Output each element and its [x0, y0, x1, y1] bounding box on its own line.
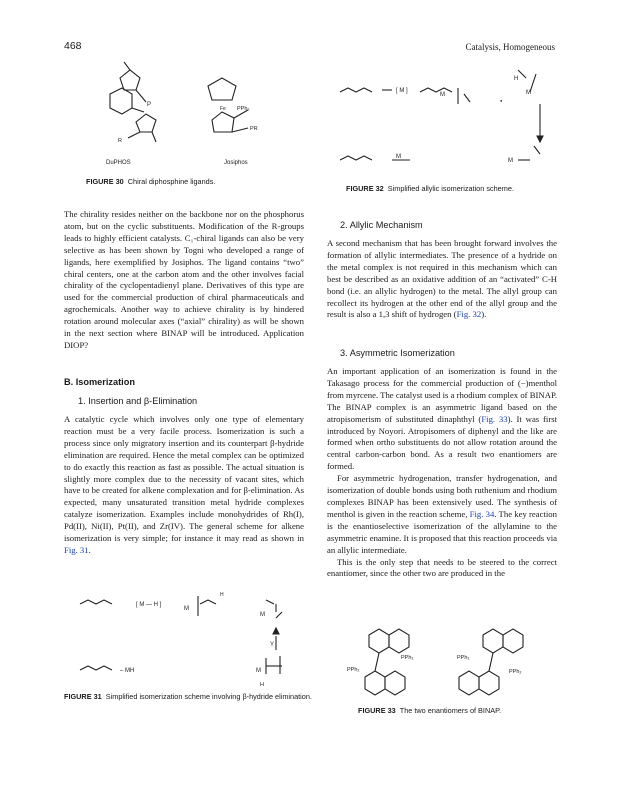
figure-31-artwork	[80, 590, 310, 690]
figure-30-caption-text: Chiral diphosphine ligands.	[127, 177, 216, 186]
fig32-hm: [ M ]	[396, 88, 408, 94]
fig31-m1: M	[184, 606, 189, 612]
paragraph-1: The chirality resides neither on the backbone nor on the phosphorus atom, but on the cyclic substituents. Modification of the R-groups leads to highly efficient catalysts. C₁-chiral ligands can also be very selective as has been shown by Togni who developed a range of ligands, here exemplified by Josiphos. The ligand contains “two” chiral centers, one at the carbon atom and the other involves facial chirality of the cyclopentadienyl plane. Derivatives of this type are used for the commercial production of chiral pharmaceuticals and agrochemicals. Another way to achieve chirality is by hindered rotation around molecular axes (“axial” chirality) as will be shown in the next section where BINAP will be introduced. Application DIOP?	[64, 209, 304, 350]
page-number: 468	[64, 40, 82, 52]
fig31-m3: M	[256, 668, 261, 674]
subsection-heading-insertion: 1. Insertion and β-Elimination	[78, 396, 198, 406]
fig30-fe-label: Fe	[220, 106, 226, 112]
fig30-ligand2-label: Josiphos	[224, 160, 248, 166]
fig31-mh: [ M — H ]	[136, 602, 162, 608]
figure-31-caption-text: Simplified isomerization scheme involving β-hydride elimination.	[105, 692, 312, 701]
paragraph-3: A second mechanism that has been brought forward involves the formation of allylic intermediates. The presence of a hydride on the metal complex is not required in this mechanism which can best be described as an oxidative addition of an “activated” C-H bond (i.e. an allylic hydrogen) to the metal. The allyl group can recollect its hydrogen at the other end of the allyl group and the result is also a 1,3 shift of hydrogen (Fig. 32).	[327, 238, 557, 320]
fig32-h: H	[514, 76, 519, 82]
fig31-h-top: H	[220, 592, 224, 598]
paragraph-5: For asymmetric hydrogenation, transfer hydrogenation, and isomerization of double bonds using both ruthenium and rhodium complexes BINAP has been extensively used. The synthesis of menthol is given in the reaction scheme, Fig. 34. The key reaction is the enantioselective isomerization of the allylamine to the asymmetric enamine. It is proposed that this reaction proceeds via an allylic intermediate.	[327, 473, 557, 555]
fig33-pph2-d: PPh₂	[509, 669, 522, 675]
subsection-heading-allylic: 2. Allylic Mechanism	[340, 220, 423, 230]
fig30-ligand1-label: DuPHOS	[106, 160, 131, 166]
fig33-pph2-c: PPh₂	[457, 655, 470, 661]
fig33-pph2-a: PPh₂	[401, 655, 414, 661]
fig30-pr2-label: PR	[250, 126, 258, 132]
fig30-pph2-label: PPh₂	[237, 106, 250, 112]
fig33-pph2-b: PPh₂	[347, 667, 360, 673]
figure-33-caption-label: FIGURE 33	[358, 706, 396, 715]
paragraph-6: This is the only step that needs to be steered to the correct enantiomer, since the other two are produced in the	[327, 556, 557, 579]
figure-30-artwork	[100, 58, 290, 170]
fig32-dot: ●	[500, 98, 503, 103]
figure-33-caption	[358, 706, 568, 715]
figure-30-caption	[86, 177, 316, 186]
section-heading-isomerization: B. Isomerization	[64, 377, 135, 387]
fig30-p-label: P	[147, 102, 152, 108]
fig31-m2: M	[260, 612, 265, 618]
fig32-m4: M	[508, 158, 513, 164]
running-title: Catalysis, Homogeneous	[465, 42, 555, 52]
figure-33-caption-text: The two enantiomers of BINAP.	[399, 706, 502, 715]
figure-31-caption-label: FIGURE 31	[64, 692, 102, 701]
figure-33-artwork	[345, 625, 555, 707]
figure-32-caption	[346, 184, 566, 193]
fig31-y: Y	[270, 642, 275, 648]
left-column-top	[64, 209, 304, 352]
paragraph-4: An important application of an isomerization is found in the Takasago process for the commercial production of (−)menthol from myrcene. The catalyst used is a rhodium complex of BINAP. The BINAP complex is an asymmetric ligand based on the atropisomerism of substituted dinaphthyl (Fig. 33). It was first introduced by Noyori. Atropisomers of diphenyl and the like are formed when ortho substituents do not allow rotation around the central carbon-carbon bond. As a result two enantiomers are formed.	[327, 366, 558, 472]
fig31-link[interactable]: Fig. 31	[64, 544, 89, 555]
right-column-asymmetric	[327, 366, 557, 580]
fig30-r-left: R	[118, 138, 122, 144]
figure-32-caption-label: FIGURE 32	[346, 184, 384, 193]
left-column-bottom	[64, 414, 304, 557]
fig32-link[interactable]: Fig. 32	[456, 309, 482, 320]
right-column-allylic	[327, 238, 557, 321]
figure-31-caption	[64, 692, 314, 701]
figure-32-caption-text: Simplified allylic isomerization scheme.	[387, 184, 514, 193]
fig34-link[interactable]: Fig. 34	[469, 508, 495, 519]
fig32-m2: M	[526, 90, 531, 96]
fig33-link[interactable]: Fig. 33	[481, 413, 508, 424]
figure-30-caption-label: FIGURE 30	[86, 177, 124, 186]
fig31-h2: H	[260, 682, 264, 688]
figure-32-artwork	[340, 64, 560, 182]
subsection-heading-asymmetric: 3. Asymmetric Isomerization	[340, 348, 455, 358]
fig32-m3: M	[396, 154, 401, 160]
paragraph-2: A catalytic cycle which involves only one type of elementary reaction must be a very facile process. Isomerization is such a process since only migratory insertion and its counterpart β-hydride elimination are required. Hence the metal complex can be optimized to do exactly this reaction as fast as possible. The actual situation is slightly more complex due to the necessity of vacant sites, which have to be created for alkene complexation and for β-elimination. As expected, many unsaturated transition metal hydride complexes catalyze isomerization. Examples include monohydrides of Rh(I), Pd(II), Ni(II), Pt(II), and Zr(IV). The general scheme for alkene isomerization is very simple; for instance it may read as shown in Fig. 31.	[64, 414, 304, 555]
fig31-mh2: – MH	[120, 668, 135, 674]
fig32-m1: M	[440, 92, 445, 98]
